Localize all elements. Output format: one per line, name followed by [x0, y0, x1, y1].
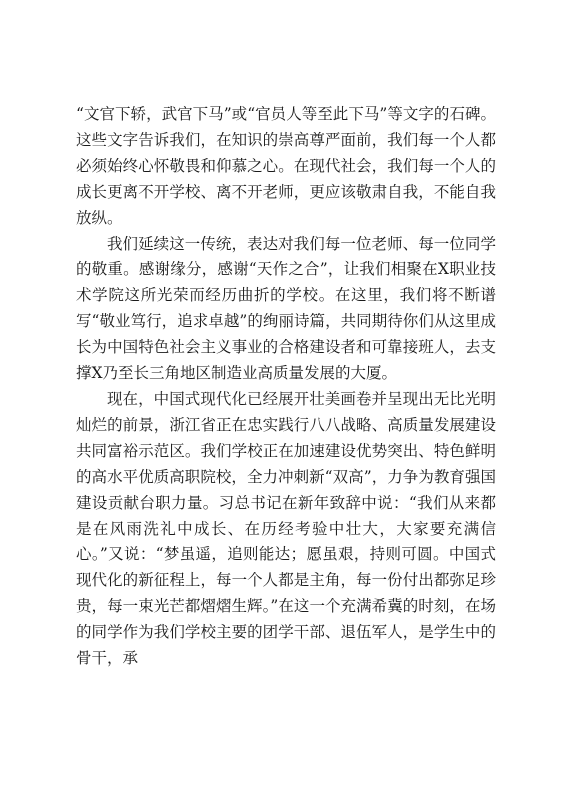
body-text — [76, 102, 496, 672]
paragraph-continued: “文官下轿，武官下马”或“官员人等至此下马”等文字的石碑。这些文字告诉我们，在知识的崇高尊严面前，我们每一个人都必须始终心怀敬畏和仰慕之心。在现代社会，我们每一个人的成长更离不开学校、离不开老师，更应该敬肃自我，不能自我放纵。 — [76, 105, 496, 227]
paragraph-modernization: 现在，中国式现代化已经展开壮美画卷并呈现出无比光明灿烂的前景，浙江省正在忠实践行八八战略、高质量发展建设共同富裕示范区。我们学校正在加速建设优势突出、特色鲜明的高水平优质高职院校，全力冲刺新“双高”，力争为教育强国建设贡献台职力量。习总书记在新年致辞中说：“我们从来都是在风雨洗礼中成长、在历经考验中壮大，大家要充满信心。”又说：“梦虽遥，追则能达；愿虽艰，持则可圆。中国式现代化的新征程上，每一个人都是主角，每一份付出都弥足珍贵，每一束光芒都熠熠生辉。”在这一个充满希冀的时刻，在场的同学作为我们学校主要的团学干部、退伍军人，是学生中的骨干，承 — [76, 389, 496, 668]
paragraph-tradition: 我们延续这一传统，表达对我们每一位老师、每一位同学的敬重。感谢缘分，感谢“天作之合”，让我们相聚在X职业技术学院这所光荣而经历曲折的学校。在这里，我们将不断谱写“敬业笃行，追求卓越”的绚丽诗篇，共同期待你们从这里成长为中国特色社会主义事业的合格建设者和可靠接班人，去支撑X乃至长三角地区制造业高质量发展的大厦。 — [76, 234, 496, 383]
